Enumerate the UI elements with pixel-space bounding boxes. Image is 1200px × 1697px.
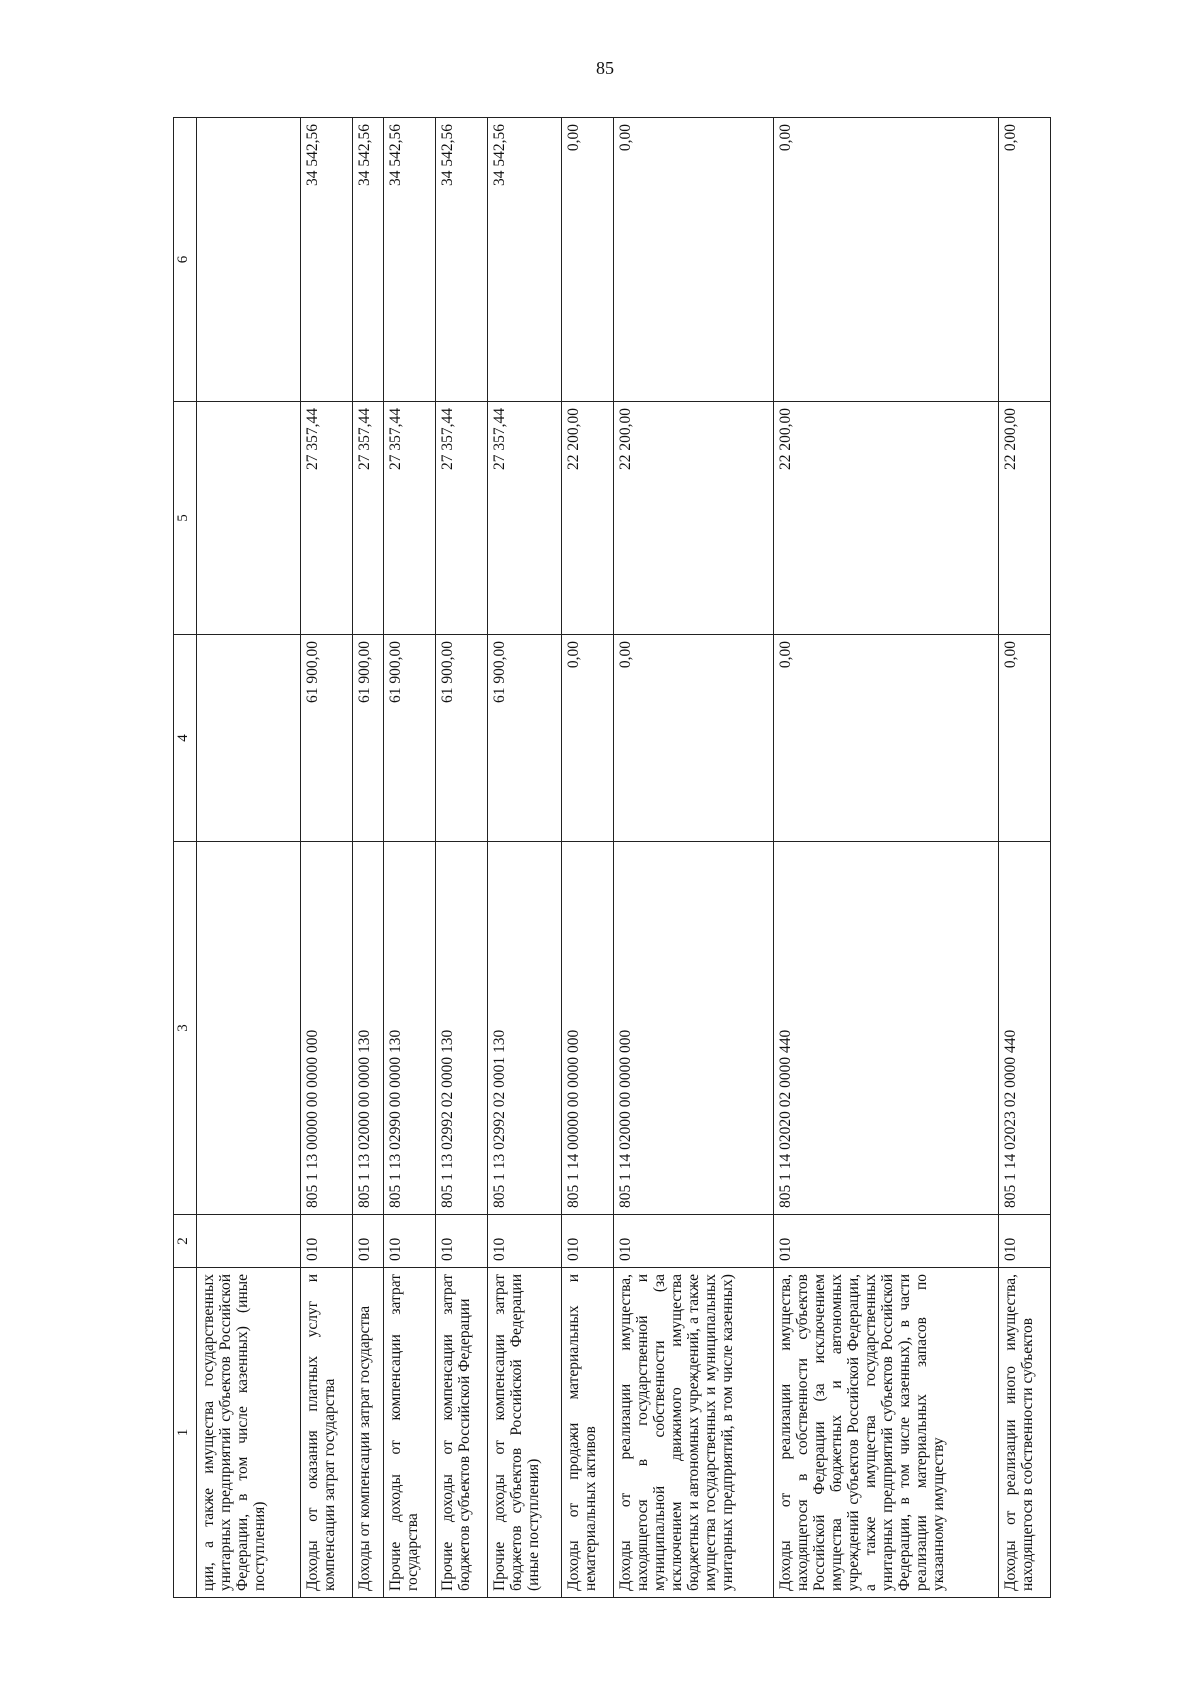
row-name-cell: Прочие доходы от компенсации затрат бюджетов субъектов Российской Федерации (иные поступления) — [487, 1268, 561, 1598]
table-row — [998, 118, 1050, 1598]
page-number: 85 — [596, 58, 614, 78]
revenue-table — [173, 117, 1051, 1598]
row-kbk-cell: 805 1 13 00000 00 0000 000 — [301, 842, 353, 1215]
row-value-col5: 22 200,00 — [561, 402, 613, 635]
row-value-col6: 0,00 — [613, 118, 773, 402]
row-kbk-cell: 805 1 13 02990 00 0000 130 — [383, 842, 435, 1215]
table-row — [353, 118, 384, 1598]
table-row — [197, 118, 301, 1598]
row-value-col4: 61 900,00 — [353, 635, 384, 842]
row-code-cell: 010 — [487, 1215, 561, 1268]
row-value-col6: 0,00 — [561, 118, 613, 402]
row-value-col5: 22 200,00 — [613, 402, 773, 635]
row-value-col4: 61 900,00 — [383, 635, 435, 842]
row-code-cell: 010 — [301, 1215, 353, 1268]
table-header-row — [174, 118, 197, 1598]
row-value-col4: 0,00 — [613, 635, 773, 842]
table-row — [435, 118, 487, 1598]
row-name-cell: Доходы от реализации имущества, находящегося в государственной и муниципальной собственности (за исключением движимого имущества бюджетных и автономных учреждений, а также имущества государственных и муниципальных унитарных предприятий, в том числе казенных) — [613, 1268, 773, 1598]
row-value-col4: 61 900,00 — [301, 635, 353, 842]
row-value-col6: 34 542,56 — [301, 118, 353, 402]
row-code-cell: 010 — [435, 1215, 487, 1268]
row-code-cell: 010 — [773, 1215, 998, 1268]
row-value-col4: 0,00 — [561, 635, 613, 842]
row-value-col4: 0,00 — [998, 635, 1050, 842]
row-kbk-cell: 805 1 14 02020 02 0000 440 — [773, 842, 998, 1215]
table-row — [383, 118, 435, 1598]
row-kbk-cell: 805 1 13 02000 00 0000 130 — [353, 842, 384, 1215]
row-value-col4: 61 900,00 — [435, 635, 487, 842]
row-name-cell: ции, а также имущества государственных унитарных предприятий субъектов Российской Федерации, в том числе казенных) (иные поступления) — [197, 1268, 301, 1598]
row-kbk-cell — [197, 842, 301, 1215]
row-value-col6: 34 542,56 — [353, 118, 384, 402]
row-code-cell: 010 — [383, 1215, 435, 1268]
row-value-col5: 27 357,44 — [353, 402, 384, 635]
column-header: 5 — [174, 402, 197, 635]
row-value-col6: 34 542,56 — [435, 118, 487, 402]
table-row — [613, 118, 773, 1598]
table-row — [301, 118, 353, 1598]
row-kbk-cell: 805 1 14 02000 00 0000 000 — [613, 842, 773, 1215]
row-name-cell: Прочие доходы от компенсации затрат бюджетов субъектов Российской Федерации — [435, 1268, 487, 1598]
row-name-cell: Доходы от реализации иного имущества, находящегося в собственности субъектов — [998, 1268, 1050, 1598]
row-value-col6 — [197, 118, 301, 402]
column-header: 1 — [174, 1268, 197, 1598]
row-value-col4 — [197, 635, 301, 842]
row-value-col6: 0,00 — [773, 118, 998, 402]
row-value-col6: 0,00 — [998, 118, 1050, 402]
row-value-col6: 34 542,56 — [383, 118, 435, 402]
row-code-cell: 010 — [353, 1215, 384, 1268]
row-kbk-cell: 805 1 14 02023 02 0000 440 — [998, 842, 1050, 1215]
row-code-cell — [197, 1215, 301, 1268]
row-value-col5 — [197, 402, 301, 635]
row-code-cell: 010 — [998, 1215, 1050, 1268]
row-kbk-cell: 805 1 13 02992 02 0001 130 — [487, 842, 561, 1215]
row-code-cell: 010 — [613, 1215, 773, 1268]
table-row — [487, 118, 561, 1598]
row-value-col5: 22 200,00 — [998, 402, 1050, 635]
row-value-col5: 22 200,00 — [773, 402, 998, 635]
row-name-cell: Доходы от оказания платных услуг и компенсации затрат государства — [301, 1268, 353, 1598]
row-value-col4: 0,00 — [773, 635, 998, 842]
table-body — [197, 118, 1051, 1598]
table-row — [561, 118, 613, 1598]
column-header: 2 — [174, 1215, 197, 1268]
row-kbk-cell: 805 1 13 02992 02 0000 130 — [435, 842, 487, 1215]
row-value-col5: 27 357,44 — [435, 402, 487, 635]
row-name-cell: Доходы от реализации имущества, находящегося в собственности субъектов Российской Федерации (за исключением имущества бюджетных и автономных учреждений субъектов Российской Федерации, а также имущества государственных унитарных предприятий субъектов Российской Федерации, в том числе казенных), в части реализации материальных запасов по указанному имуществу — [773, 1268, 998, 1598]
row-name-cell: Доходы от компенсации затрат государства — [353, 1268, 384, 1598]
row-value-col5: 27 357,44 — [301, 402, 353, 635]
row-name-cell: Доходы от продажи материальных и нематериальных активов — [561, 1268, 613, 1598]
row-name-cell: Прочие доходы от компенсации затрат государства — [383, 1268, 435, 1598]
column-header: 6 — [174, 118, 197, 402]
row-value-col6: 34 542,56 — [487, 118, 561, 402]
row-kbk-cell: 805 1 14 00000 00 0000 000 — [561, 842, 613, 1215]
rotated-table-container — [173, 118, 1051, 1598]
column-header: 3 — [174, 842, 197, 1215]
row-value-col4: 61 900,00 — [487, 635, 561, 842]
row-code-cell: 010 — [561, 1215, 613, 1268]
table-row — [773, 118, 998, 1598]
column-header: 4 — [174, 635, 197, 842]
row-value-col5: 27 357,44 — [383, 402, 435, 635]
row-value-col5: 27 357,44 — [487, 402, 561, 635]
